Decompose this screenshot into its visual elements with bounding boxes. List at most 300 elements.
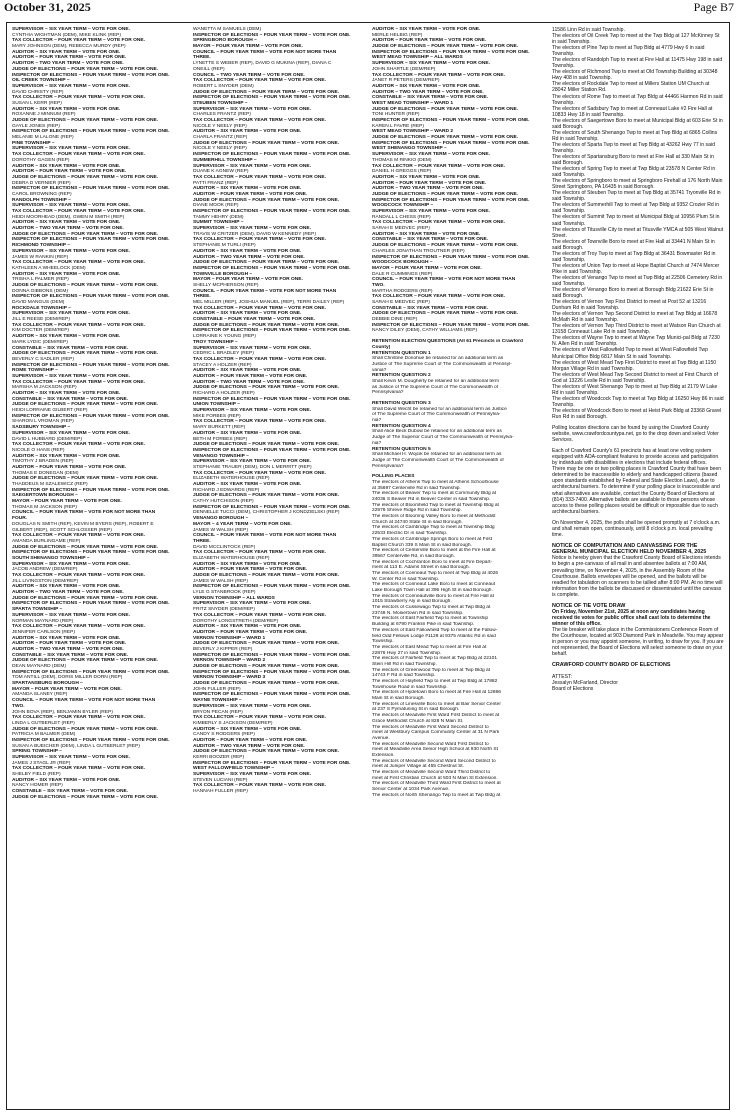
notice-heading-line: AUDITOR – SIX YEAR TERM – VOTE FOR ONE. bbox=[372, 83, 481, 89]
notice-heading-line: AUDITOR – SIX YEAR TERM – VOTE FOR ONE. bbox=[12, 220, 121, 226]
notice-line: 23748 N. Mosiertown Rd in said Township. bbox=[372, 610, 464, 616]
notice-heading-line: SUPERVISOR – SIX YEAR TERM – VOTE FOR ONE. bbox=[12, 612, 130, 618]
notice-heading-line: INSPECTOR OF ELECTIONS – FOUR YEAR TERM – VOTE FOR ONE. bbox=[372, 197, 530, 203]
notice-heading-line: TAX COLLECTOR – FOUR YEAR TERM – VOTE FOR ONE. bbox=[193, 305, 326, 311]
notice-line: Pennsylvania? bbox=[372, 463, 404, 469]
notice-heading-line: JUDGE OF ELECTIONS – FOUR YEAR TERM – VOTE FOR ONE. bbox=[193, 573, 340, 578]
notice-heading-line: AUDITOR – SIX YEAR TERM – VOTE FOR ONE. bbox=[12, 391, 121, 396]
notice-heading-line: AUDITOR – FOUR YEAR TERM – VOTE FOR ONE. bbox=[12, 169, 127, 175]
notice-heading-line: FOUR. bbox=[12, 516, 28, 522]
notice-line: The electors of Steuben Twp to meet at Twp Bldg at 35741 Tryonville Rd in said Township. bbox=[552, 190, 721, 203]
notice-heading-line: AUDITOR – FOUR YEAR TERM – VOTE FOR ONE. bbox=[372, 38, 487, 44]
notice-heading-line: INSPECTOR OF ELECTIONS – FOUR YEAR TERM – VOTE FOR ONE. bbox=[372, 118, 530, 123]
notice-line: NICOLE Y NEELY (REP) bbox=[193, 123, 247, 129]
notice-line: LYNETTE S WEBER (REP), DAVID G MUKINA (REP), DIANA C bbox=[193, 61, 332, 67]
notice-line: The electors of Meadville Second Ward Second District to bbox=[372, 758, 496, 764]
notice-heading-line: SUPERVISOR – SIX YEAR TERM – VOTE FOR ONE. bbox=[12, 311, 130, 317]
notice-line: DEBBIE DINE (REP) bbox=[372, 317, 418, 323]
notice-line: The electors of Conneautville Boro to meet at Fire Hall at bbox=[372, 593, 494, 599]
notice-section-heading: NOTICE OF TIE VOTE DRAW bbox=[552, 602, 626, 609]
notice-line: The electors of Rome Twp to meet at Twp Bldg at 44466 Harmon Rd in said Township. bbox=[552, 93, 723, 106]
notice-line: The electors of East Mead Twp to meet at Fire Hall at bbox=[372, 644, 487, 650]
notice-heading-line: AUDITOR – FOUR YEAR TERM – VOTE FOR ONE. bbox=[193, 373, 308, 379]
notice-heading-line: SUPERVISOR – SIX YEAR TERM – VOTE FOR ONE. bbox=[193, 106, 311, 112]
notice-line: at 35697 Centerville Rd in said Township. bbox=[372, 485, 461, 491]
notice-line: Township. bbox=[372, 639, 394, 645]
notice-heading-line: SUPERVISOR – SIX YEAR TERM – VOTE FOR ONE. bbox=[193, 163, 311, 169]
notice-heading-line: VENANGO BOROUGH – bbox=[193, 516, 249, 522]
notice-heading-line: SUPERVISOR – SIX YEAR TERM – VOTE FOR ONE. bbox=[12, 561, 130, 567]
notice-heading-line: TAX COLLECTOR – FOUR YEAR TERM – VOTE FOR ONE. bbox=[12, 95, 145, 101]
notice-line: MARSHA M JACKSON (REP) bbox=[12, 385, 77, 391]
notice-line: JOHN FULLER (REP) bbox=[193, 686, 241, 692]
notice-line: CANDY S RODGERS (REP) bbox=[193, 732, 255, 738]
notice-heading-line: MAYOR – FOUR YEAR TERM – VOTE FOR ONE. bbox=[193, 277, 303, 283]
notice-heading-line: CONSTABLE – SIX YEAR TERM – VOTE FOR ONE. bbox=[372, 305, 489, 311]
notice-line: JAMES J STAGL JR (REP) bbox=[12, 760, 71, 766]
notice-line: at 237 S Pymatuning St in said Borough. bbox=[372, 707, 460, 713]
notice-heading-line: AUDITOR – SIX YEAR TERM – VOTE FOR ONE. bbox=[12, 777, 121, 783]
notice-line: DAVID CHRISTY (REP) bbox=[12, 89, 64, 95]
notice-line: The electors of North Shenango Twp to meet at Twp Bldg at bbox=[372, 792, 501, 798]
notice-line: NICOLE O HANS (REP) bbox=[12, 447, 65, 453]
notice-heading-line: AUDITOR – SIX YEAR TERM – VOTE FOR ONE. bbox=[12, 49, 121, 55]
notice-heading-line: INSPECTOR OF ELECTIONS – FOUR YEAR TERM – VOTE FOR ONE. bbox=[193, 584, 351, 590]
notice-heading-line: CONSTABLE – FOUR YEAR TERM – VOTE FOR ONE. bbox=[193, 317, 316, 323]
notice-line: The electors of Summerhill Twp to meet at Twp Bldg at 9352 Crozier Rd in said Township. bbox=[552, 202, 720, 215]
notice-line: The electors of Vernon Twp First District to meet at Post 52 at 13216 Dunham Rd in said Township. bbox=[552, 299, 707, 312]
notice-line: DONNA GIBBONS (DEM) bbox=[12, 288, 68, 294]
notice-heading-line: JUDGE OF ELECTIONS – FOUR YEAR TERM – VOTE FOR ONE. bbox=[12, 476, 159, 482]
notice-heading-line: WEST MEAD TOWNSHIP – WARD 1 bbox=[372, 100, 454, 106]
notice-line: SHARON L VROMAN (REP) bbox=[12, 419, 74, 425]
notice-line: MELANIE M LALONE (REP) bbox=[12, 135, 74, 141]
notice-line: The electors of Saegertown Boro to meet at Municipal Bldg at 603 Erie St in said Borough. bbox=[552, 117, 723, 130]
notice-line: TRAVIS W CRITZER (DEM), DAVID W KENNEDY (REP) bbox=[193, 231, 316, 237]
notice-line: The electors of Hydetown Boro to meet at Fire Hall at 12866 bbox=[372, 690, 501, 696]
notice-line: JENNIFER CARLSON (REP) bbox=[12, 629, 75, 635]
notice-heading-line: RETENTION QUESTION 5 bbox=[372, 446, 431, 452]
notice-line: STACEY A HOLZER (REP) bbox=[193, 362, 252, 368]
notice-heading-line: INSPECTOR OF ELECTIONS – FOUR YEAR TERM – VOTE FOR ONE. bbox=[372, 49, 530, 55]
notice-heading-line: TAX COLLECTOR – FOUR YEAR TERM – VOTE FOR ONE. bbox=[12, 209, 145, 214]
notice-line: The electors of Venango Twp to meet at Twp Bldg at 22506 Cemetery Rd in said Township. bbox=[552, 274, 723, 287]
notice-heading-line: JUDGE OF ELECTIONS – FOUR YEAR TERM – VOTE FOR ONE. bbox=[193, 681, 340, 687]
notice-heading-line: CONSTABLE – SIX YEAR TERM – VOTE FOR ONE. bbox=[12, 652, 129, 658]
notice-heading-line: SUPERVISOR – SIX YEAR TERM – VOTE FOR ONE. bbox=[193, 408, 311, 414]
notice-heading-line: SUMMIT TOWNSHIP – bbox=[193, 220, 244, 226]
notice-heading-line: INSPECTOR OF ELECTIONS – FOUR YEAR TERM – VOTE FOR ONE. bbox=[12, 550, 170, 556]
notice-line: STEPHANIE M TURLI (REP) bbox=[193, 243, 256, 249]
page-header bbox=[0, 0, 738, 16]
notice-line: CEDRIC L BRADLEY (REP) bbox=[193, 351, 254, 357]
notice-heading-line: AUDITOR – FOUR YEAR TERM – VOTE FOR ONE. bbox=[372, 180, 487, 186]
notice-line: PATTI FRANZ (REP) bbox=[193, 180, 239, 186]
notice-heading-line: JUDGE OF ELECTIONS – FOUR YEAR TERM – VOTE FOR ONE. bbox=[12, 66, 159, 72]
notice-heading-line: JUDGE OF ELECTIONS – FOUR YEAR TERM – VOTE FOR ONE. bbox=[193, 442, 340, 448]
notice-heading-line: WOODCOCK BOROUGH – bbox=[372, 260, 433, 266]
notice-heading-line: TAX COLLECTOR – FOUR YEAR TERM – VOTE FOR ONE. bbox=[12, 322, 145, 328]
notice-line: The electors of Vernon Twp Third District to meet at Watson Run Church at 13158 Conneaut Lake Rd in said Township. bbox=[552, 323, 721, 336]
notice-line: GAYLE JONES (REP) bbox=[12, 123, 60, 129]
notice-line: Board of Elections bbox=[552, 685, 594, 692]
notice-heading-line: SUPERVISOR – SIX YEAR TERM – VOTE FOR ONE. bbox=[193, 703, 311, 709]
notice-line: The electors of West Shenango Twp to meet at Twp Bldg at 2179 W Lake Rd in said Township. bbox=[552, 383, 718, 396]
notice-line: NANCY DILEY (DEM), CATHY WILLIAMS (REP) bbox=[372, 328, 478, 334]
notice-heading-line: RETENTION QUESTION 2 bbox=[372, 373, 431, 379]
notice-heading-line: TAX COLLECTOR – FOUR YEAR TERM – VOTE FOR ONE. bbox=[372, 220, 505, 226]
notice-line: GILBERT (REP), SCOTT SCHLOSSER (REP) bbox=[12, 527, 112, 533]
notice-heading-line: JUDGE OF ELECTIONS – FOUR YEAR TERM – VOTE FOR ONE. bbox=[193, 385, 340, 391]
notice-line: LINDA L GUTBERLET (REP) bbox=[12, 720, 75, 726]
notice-line: The electors of Springboro to meet at Springboro Firehall at 176 North Main Street Springboro, PA 16435 in said Borough. bbox=[552, 178, 723, 191]
notice-heading-line: VERNON TOWNSHIP – WARD 3 bbox=[193, 675, 266, 681]
notice-line: Judge of The Commonwealth Court of The Commonwealth of bbox=[372, 457, 504, 463]
notice-heading-line: TAX COLLECTOR – FOUR YEAR TERM – VOTE FOR ONE. bbox=[193, 612, 326, 618]
notice-heading-line: AUDITOR – SIX YEAR TERM – VOTE FOR ONE. bbox=[12, 453, 121, 459]
notice-line: RICHARD A HOLZER (REP) bbox=[193, 391, 255, 396]
notice-heading-line: RETENTION QUESTION 3 bbox=[372, 401, 431, 406]
notice-line: BEVERLY C SADLER (REP) bbox=[12, 356, 75, 362]
notice-heading-line: AUDITOR – SIX YEAR TERM – VOTE FOR ONE. bbox=[12, 584, 121, 590]
notice-heading-line: JUDGE OF ELECTIONS – FOUR YEAR TERM – VOTE FOR ONE. bbox=[12, 174, 159, 180]
notice-heading-line: SUPERVISOR – SIX YEAR TERM – VOTE FOR ONE. bbox=[12, 146, 130, 152]
notice-heading-line: PINE TOWNSHIP – bbox=[12, 140, 55, 146]
notice-line: The electors of Troy Twp to meet at Twp Bldg at 36431 Bowmaster Rd in said Township. bbox=[552, 250, 716, 263]
notice-line: ELIZABETH WATERHOUSE (REP) bbox=[193, 555, 270, 561]
notice-line: LYLE G STANBROOK (REP) bbox=[193, 590, 256, 596]
notice-line: Polling location directions can be found by using the Crawford County website, www.crawfordcountypa.net, go to the drop down and select Voter Services. bbox=[552, 425, 719, 444]
notice-line: THOMAS E DONEGAN (DEM) bbox=[12, 470, 79, 476]
notice-line: HEIDI LORRAINE GILBERT (REP) bbox=[12, 408, 88, 414]
notice-line: PATRICIA M BALMER (DEM) bbox=[12, 732, 76, 738]
notice-line: The electors of Woodcock Boro to meet at Heist Park Bldg at 23368 Gravel Run Rd in said Borough. bbox=[552, 407, 722, 420]
notice-heading-line: JUDGE OF ELECTIONS – FOUR YEAR TERM – VOTE FOR ONE. bbox=[12, 544, 159, 550]
notice-heading-line: CONSTABLE – SIX YEAR TERM – VOTE FOR ONE. bbox=[12, 396, 129, 402]
notice-line: Baptist Church 339 S Main St in said Borough. bbox=[372, 542, 472, 548]
notice-heading-line: ROCKDALE TOWNSHIP – bbox=[12, 305, 71, 311]
notice-line: Building at 6790 Franklin Pike in said Township. bbox=[372, 622, 475, 628]
notice-line: Lake Borough Town Hall at 395 High St in said Borough. bbox=[372, 588, 493, 593]
notice-line: KERRI BOOZER (REP) bbox=[193, 755, 245, 760]
notice-heading-line: SPRINGBORO BOROUGH – bbox=[193, 38, 257, 44]
notice-line: meet at Westbury Campus Community Center at 31 N Park bbox=[372, 730, 500, 736]
notice-line: JOHN SHARTLE (DEM/REP) bbox=[372, 66, 436, 72]
notice-heading-line: TAX COLLECTOR – FOUR YEAR TERM – VOTE FOR ONE. bbox=[193, 419, 326, 425]
notice-heading-line: VERNON TOWNSHIP – WARD 1 bbox=[193, 635, 266, 641]
notice-line: The tie breaker will take place in the Commissioners Conference Room of the Courthouse, located at 903 Diamond Park in Meadville. You may appear in person or you may appoint someone, in writing, to draw for you. If you are not represented, the Board of Elections will select someone to draw on your behalf. bbox=[552, 627, 724, 658]
notice-heading-line: AUDITOR – TWO YEAR TERM – VOTE FOR ONE. bbox=[193, 254, 305, 260]
notice-section-heading: CRAWFORD COUNTY BOARD OF ELECTIONS bbox=[552, 662, 671, 669]
notice-heading-line: CONSTABLE – SIX YEAR TERM – VOTE FOR ONE. bbox=[372, 237, 489, 243]
notice-heading-line: SOUTH SHENANGO TOWNSHIP – bbox=[12, 555, 90, 561]
notice-line: The electors of Summit Twp to meet at Municipal Bldg at 10956 Plum St in said Township. bbox=[552, 214, 720, 227]
notice-line: KIMBERLY S JACKSON (DEM/REP) bbox=[193, 720, 273, 726]
notice-heading-line: TOWNVILLE BOROUGH – bbox=[193, 271, 253, 277]
notice-line: MEL MILLER (REP), JOSHUA MANUEL (REP), TERRI DAILEY (REP) bbox=[193, 300, 345, 305]
notice-line: MIKE FORBES (REP) bbox=[193, 413, 241, 419]
notice-heading-line: INSPECTOR OF ELECTIONS – FOUR YEAR TERM – VOTE FOR ONE. bbox=[193, 760, 351, 766]
notice-line: Jessalyn McFarland, Director bbox=[552, 679, 618, 686]
notice-line: TONI HUNTER (REP) bbox=[372, 112, 420, 118]
notice-heading-line: TAX COLLECTOR – FOUR YEAR TERM – VOTE FOR ONE. bbox=[193, 550, 326, 556]
notice-line: JACOB ANDREW (DEM/REP) bbox=[12, 567, 78, 573]
notice-line: Judge of The Superior Court of The Commonwealth of Pennsylva- bbox=[372, 435, 514, 441]
notice-heading-line: TAX COLLECTOR – FOUR YEAR TERM – VOTE FOR ONE. bbox=[12, 260, 145, 266]
notice-heading-line: AUDITOR – FOUR YEAR TERM – VOTE FOR ONE. bbox=[193, 191, 308, 197]
notice-line: 11586 Linn Rd in said Township. bbox=[552, 27, 625, 33]
notice-line: The electors of Greenwood Twp to meet at Twp Bldg at bbox=[372, 667, 491, 673]
notice-line: The electors of Athens Twp to meet at Athens Schoolhouse bbox=[372, 479, 499, 485]
notice-heading-line: TAX COLLECTOR – FOUR YEAR TERM – VOTE FOR ONE. bbox=[372, 163, 505, 169]
notice-line: TOM ANTILL (DEM), DORIS MILLER DORN (REP) bbox=[12, 675, 123, 681]
notice-line: nia? bbox=[372, 440, 382, 446]
notice-heading-line: THREE. bbox=[193, 55, 211, 61]
notice-heading-line: COUNCIL – FOUR YEAR TERM – VOTE FOR NOT MORE THAN bbox=[193, 533, 337, 539]
notice-line: DENNELLE TUCCI (DEM), CHRISTOPHER J KONDZIELSKI (REP) bbox=[193, 510, 340, 516]
notice-line: 22533 Electric Dr in said Township. bbox=[372, 531, 448, 537]
notice-line: The electors of Cambridge Twp to meet at Township Bldg bbox=[372, 525, 495, 531]
notice-line: CHARLES JONATHAN TROUTNER (REP) bbox=[372, 248, 465, 254]
notice-line: Grace Methodist Church at 828 N Main St. bbox=[372, 718, 464, 724]
notice-line: AMANDA SLANEY (REP) bbox=[12, 692, 68, 698]
notice-line: The electors of Randolph Twp to meet at Fire Hall at 11475 Hwy 198 in said Township. bbox=[552, 57, 723, 70]
notice-line: JAMES W WALSH (REP) bbox=[193, 578, 248, 584]
notice-line: DUANE K AGNEW (REP) bbox=[193, 169, 249, 175]
notice-line: JILL LIVINGSTON (DEM/REP) bbox=[12, 578, 79, 584]
notice-line: JOHN BOVA (REP), BENJAMIN BYLER (REP) bbox=[12, 709, 113, 715]
notice-heading-line: AUDITOR – TWO YEAR TERM – VOTE FOR ONE. bbox=[193, 379, 305, 385]
notice-line: DOUGLAS N SMITH (REP), KEVIN M BYERS (REP), ROBERT E bbox=[12, 521, 154, 527]
notice-heading-line: AUDITOR – SIX YEAR TERM – VOTE FOR ONE. bbox=[372, 174, 481, 180]
notice-line: The electors of Conneaut Twp to meet at Twp Bldg at 4026 bbox=[372, 570, 499, 576]
notice-heading-line: JUDGE OF ELECTIONS – FOUR YEAR TERM – VOTE FOR ONE. bbox=[12, 231, 159, 237]
notice-line: The electors of Cochranton Boro to meet at Fire Depart- bbox=[372, 559, 493, 565]
notice-heading-line: RICHMOND TOWNSHIP – bbox=[12, 243, 70, 249]
notice-heading-line: INSPECTOR OF ELECTIONS – FOUR YEAR TERM – VOTE FOR ONE. bbox=[12, 237, 170, 243]
notice-line: Pennsylvania? bbox=[372, 390, 404, 396]
notice-line: NORMAN MAYNARD (REP) bbox=[12, 618, 74, 624]
notice-line: Shall Christine Donohue be retained for an additional term as bbox=[372, 356, 504, 362]
notice-line: DEBRA D VERNIER (REP) bbox=[12, 180, 71, 186]
notice-heading-line: AUDITOR – FOUR YEAR TERM – VOTE FOR ONE. bbox=[12, 464, 127, 470]
notice-line: DAVID MCCLINTOCK (REP) bbox=[193, 544, 256, 550]
notice-heading-line: SUMMERHILL TOWNSHIP – bbox=[193, 157, 257, 163]
notice-heading-line: TAX COLLECTOR – FOUR YEAR TERM – VOTE FOR ONE. bbox=[12, 379, 145, 385]
notice-line: SUSAN A BUEICHER (DEM), LINDA L GUTBERLET (REP) bbox=[12, 743, 140, 749]
notice-heading-line: AUDITOR – SIX YEAR TERM – VOTE FOR ONE. bbox=[193, 129, 302, 135]
notice-heading-line: TAX COLLECTOR – FOUR YEAR TERM – VOTE FOR ONE. bbox=[193, 715, 326, 721]
notice-heading-line: JUDGE OF ELECTIONS – FOUR YEAR TERM – VOTE FOR ONE. bbox=[193, 664, 340, 669]
notice-line: AMANDA BURLINGAME (REP) bbox=[12, 538, 81, 544]
notice-line: ONEILL (REP) bbox=[193, 66, 225, 72]
notice-line: The electors of Meadville Third Ward First District to meet at bbox=[372, 781, 501, 787]
notice-heading-line: AUDITOR – FOUR YEAR TERM – VOTE FOR ONE. bbox=[193, 567, 308, 573]
notice-line: Shall David Wecht be retained for an additional term as Justice bbox=[372, 406, 507, 412]
notice-line: DOROTHY LONGSTRETH (DEM/REP) bbox=[193, 618, 279, 624]
notice-heading-line: JUDGE OF ELECTIONS – FOUR YEAR TERM – VOTE FOR ONE. bbox=[193, 140, 340, 146]
notice-line: ATTEST: bbox=[552, 673, 572, 680]
notice-heading-line: INSPECTOR OF ELECTIONS – FOUR YEAR TERM – VOTE FOR ONE. bbox=[193, 32, 351, 38]
notice-heading-line: SUPERVISOR – SIX YEAR TERM – VOTE FOR ONE. bbox=[372, 209, 490, 214]
notice-line: The electors of Venango Boro to meet at Borough Bldg 21622 Erie St in said Borough. bbox=[552, 287, 714, 300]
notice-heading-line: INSPECTOR OF ELECTIONS – FOUR YEAR TERM – VOTE FOR ONE. bbox=[193, 95, 351, 101]
notice-line: RANDALL L CHESS (REP) bbox=[372, 214, 431, 220]
notice-line: WANETTA M SAMUELS (DEM) bbox=[193, 27, 262, 32]
notice-heading-line: INSPECTOR OF ELECTIONS – FOUR YEAR TERM – VOTE FOR ONE. bbox=[12, 601, 170, 607]
notice-line: BEVERLY J KIPPER (REP) bbox=[193, 646, 253, 652]
notice-heading-line: AUDITOR – SIX YEAR TERM – VOTE FOR ONE. bbox=[193, 368, 302, 374]
notice-heading-line: AUDITOR – SIX YEAR TERM – VOTE FOR ONE. bbox=[12, 106, 121, 112]
notice-heading-line: INSPECTOR OF ELECTIONS – FOUR YEAR TERM – VOTE FOR ONE. bbox=[193, 152, 351, 158]
notice-heading-line: INSPECTOR OF ELECTIONS – FOUR YEAR TERM – VOTE FOR ONE. bbox=[12, 487, 170, 493]
notice-heading-line: WEST MEAD TOWNSHIP – WARD 2 bbox=[372, 129, 454, 135]
notice-heading-line: COUNCIL – FOUR YEAR TERM – VOTE FOR NOT MORE THAN bbox=[12, 510, 156, 516]
notice-heading-line: INSPECTOR OF ELECTIONS – FOUR YEAR TERM – VOTE FOR ONE. bbox=[193, 265, 351, 271]
notice-line: MARY JOHNSON (DEM), REBECCA MURDY (REP) bbox=[12, 44, 126, 50]
notice-heading-line: TAX COLLECTOR – FOUR YEAR TERM – VOTE FOR ONE. bbox=[372, 294, 505, 300]
notice-heading-line: COUNCIL – TWO YEAR TERM – VOTE FOR ONE. bbox=[193, 72, 305, 78]
notice-heading-line: SPARTA TOWNSHIP – bbox=[12, 607, 63, 613]
notice-heading-line: CONSTABLE – SIX YEAR TERM – VOTE FOR ONE. bbox=[372, 95, 489, 101]
notice-line: W. Center Rd in said Township. bbox=[372, 576, 440, 582]
notice-heading-line: INSPECTOR OF ELECTIONS – FOUR YEAR TERM – VOTE FOR ONE. bbox=[193, 396, 351, 402]
notice-line: The electors of Oil Creek Twp to meet at the Twp Bldg at 127 McKinney St in said Township. bbox=[552, 33, 720, 46]
notice-line: Townhouse Road in said Township. bbox=[372, 684, 448, 690]
notice-heading-line: VERNON TOWNSHIP – ALL WARDS bbox=[193, 595, 275, 601]
notice-line: meet at First Christian Church at 503 N Main St Extension. bbox=[372, 775, 498, 781]
notice-heading-line: WOODCOCK TOWNSHIP – bbox=[372, 203, 434, 209]
notice-heading-line: JUDGE OF ELECTIONS – FOUR YEAR TERM – VOTE FOR ONE. bbox=[12, 118, 159, 123]
notice-line: ment at 113 E. Adams Street in said Borough. bbox=[372, 565, 470, 571]
notice-line: The electors of Union Twp to meet at Hope Baptist Church at 7474 Mercer Pike in said Township. bbox=[552, 262, 720, 275]
notice-heading-line: INSPECTOR OF ELECTIONS – FOUR YEAR TERM – VOTE FOR ONE. bbox=[12, 413, 170, 419]
notice-line: Church at 24740 State St in said Borough. bbox=[372, 519, 463, 525]
notice-heading-line: AUDITOR – TWO YEAR TERM – VOTE FOR ONE. bbox=[193, 743, 305, 749]
notice-heading-line: AUDITOR – SIX YEAR TERM – VOTE FOR ONE. bbox=[193, 624, 302, 630]
notice-line: The electors of Fairfield Twp to meet at Twp Bldg at 22101 bbox=[372, 656, 498, 662]
notice-line: The electors of Sparta Twp to meet at Twp Bldg at 43262 Hwy 77 in said Township. bbox=[552, 141, 715, 154]
notice-heading-line: MAYOR – FOUR YEAR TERM – VOTE FOR ONE. bbox=[12, 686, 122, 692]
notice-heading-line: MAYOR – FOUR YEAR TERM – VOTE FOR ONE. bbox=[12, 499, 122, 505]
notice-heading-line: POLLING PLACES bbox=[372, 474, 415, 480]
notice-heading-line: TAX COLLECTOR – FOUR YEAR TERM – VOTE FOR ONE. bbox=[193, 174, 326, 180]
notice-line: The electors of Bloomfield Twp to meet at Township Bldg at bbox=[372, 502, 499, 508]
notice-heading-line: CONSTABLE – SIX YEAR TERM – VOTE FOR ONE. bbox=[12, 789, 129, 795]
notice-heading-line: TAX COLLECTOR – FOUR YEAR TERM – VOTE FOR ONE. bbox=[12, 38, 145, 44]
notice-line: The electors of Meadville Second Ward First District to bbox=[372, 741, 489, 747]
notice-heading-line: AUDITOR – SIX YEAR TERM – VOTE FOR ONE. bbox=[372, 231, 481, 237]
notice-line: CYNTHIA WIGHTMAN (DEM), MIKE KLINK (REP) bbox=[12, 32, 121, 38]
notice-heading-line: AUDITOR – FOUR YEAR TERM – VOTE FOR ONE. bbox=[12, 641, 127, 647]
notice-heading-line: JUDGE OF ELECTIONS – FOUR YEAR TERM – VOTE FOR ONE. bbox=[372, 44, 519, 50]
notice-heading-line: TAX COLLECTOR – FOUR YEAR TERM – VOTE FOR ONE. bbox=[193, 118, 326, 123]
notice-heading-line: INSPECTOR OF ELECTIONS – FOUR YEAR TERM – VOTE FOR ONE. bbox=[12, 669, 170, 675]
notice-line: The electors of Cussewago Twp to meet at Twp Bldg at bbox=[372, 605, 491, 611]
notice-line: DEAN MAYNARD (DEM) bbox=[12, 664, 66, 669]
issue-date: October 31, 2025 bbox=[4, 0, 91, 14]
notice-heading-line: JUDGE OF ELECTIONS – FOUR YEAR TERM – VOTE FOR ONE. bbox=[12, 726, 159, 732]
notice-line: There may be one or two polling places in Crawford County that have been determined to be inaccessible to elderly and handicapped citizens (based upon standards established by Federal and State Election Laws), due to architectural barriers. To determine if your polling place is inaccessible and what alternatives are available, contact the County Board of Elections at (814) 333-7400. Alternative ballots are available to those persons whose access to these polling places would be difficult or impossible due to such architectural barriers. bbox=[552, 466, 722, 515]
notice-heading-line: TAX COLLECTOR – FOUR YEAR TERM – VOTE FOR ONE. bbox=[193, 470, 326, 476]
notice-heading-line: JUDGE OF ELECTIONS – FOUR YEAR TERM – VOTE FOR ONE. bbox=[12, 658, 159, 664]
notice-heading-line: RANDOLPH TOWNSHIP – bbox=[12, 197, 71, 203]
notice-line: Notice is hereby given that the Crawford County Board of Elections intends to begin a pre-canvass of all mail in and absentee ballots at 7:00 AM, prevailing time, on November 4, 2025, in the Assembly Room of the Courthouse. Ballots envelopes will be opened, and the ballots will be readied for tabulation on scanners to be tallied after 8:00 PM. At no time will information from the ballots be discussed or disseminated until the canvass is complete. bbox=[552, 555, 723, 598]
notice-heading-line: TAX COLLECTOR – FOUR YEAR TERM – VOTE FOR ONE. bbox=[12, 624, 145, 630]
column-2 bbox=[193, 27, 365, 1108]
notice-line: STEVEN LUCIANI (REP) bbox=[193, 777, 248, 783]
notice-line: THADDEUS M SZALEWICZ (REP) bbox=[12, 482, 88, 487]
notice-heading-line: AUDITOR – TWO YEAR TERM – VOTE FOR ONE. bbox=[12, 590, 124, 596]
notice-heading-line: On Friday, November 21st, 2025 at noon any candidates having received tie votes for public office shall cast lots to determine the winner of this office. bbox=[552, 609, 711, 628]
notice-line: Main St in said Borough. bbox=[372, 696, 425, 702]
notice-line: The electors of Richmond Twp to meet at Old Township Building at 30348 Hwy 408 in said Township. bbox=[552, 69, 718, 82]
notice-heading-line: SUPERVISOR – SIX YEAR TERM – VOTE FOR ONE. bbox=[12, 373, 130, 379]
notice-line: SHELLY MCPHERSON (REP) bbox=[193, 282, 259, 288]
notice-heading-line: AUDITOR – TWO YEAR TERM – VOTE FOR ONE. bbox=[12, 226, 124, 232]
notice-heading-line: TAX COLLECTOR – FOUR YEAR TERM – VOTE FOR ONE. bbox=[12, 573, 145, 578]
notice-heading-line: TWO. bbox=[372, 282, 385, 288]
notice-heading-line: INSPECTOR OF ELECTIONS – FOUR YEAR TERM – VOTE FOR ONE. bbox=[372, 254, 530, 260]
notice-line: MARK LYDIC (DEM/REP) bbox=[12, 339, 68, 345]
notice-line: The electors of Townville Boro to meet at Fire Hall at 33441 N Main St in said Borough. bbox=[552, 238, 715, 251]
notice-heading-line: JUDGE OF ELECTIONS – FOUR YEAR TERM – VOTE FOR ONE. bbox=[12, 402, 159, 408]
notice-line: Shall Michael H. Wojcik be retained for an additional term as bbox=[372, 452, 502, 458]
notice-line: The electors of Linesville Boro to meet at Bair Senior Center bbox=[372, 701, 501, 707]
page-number: Page B7 bbox=[693, 0, 734, 14]
column-3 bbox=[372, 27, 544, 1108]
notice-heading-line: AUDITOR – SIX YEAR TERM – VOTE FOR ONE. bbox=[193, 726, 302, 732]
notice-line: nia? bbox=[372, 418, 382, 424]
notice-line: 1015 Strawberry Aly in said Borough. bbox=[372, 599, 452, 605]
notice-line: SARAH E MEDVEC (REP) bbox=[372, 300, 430, 305]
notice-heading-line: AUDITOR – SIX YEAR TERM – VOTE FOR ONE. bbox=[12, 334, 121, 340]
notice-line: ROBERT L SNYDER (DEM) bbox=[193, 83, 254, 89]
notice-heading-line: INSPECTOR OF ELECTIONS – FOUR YEAR TERM – VOTE FOR ONE. bbox=[193, 669, 351, 675]
notice-heading-line: WEST SHENANGO TOWNSHIP – bbox=[372, 146, 447, 152]
notice-heading-line: AUDITOR – TWO YEAR TERM – VOTE FOR ONE. bbox=[12, 646, 124, 652]
notice-heading-line: JUDGE OF ELECTIONS – FOUR YEAR TERM – VOTE FOR ONE. bbox=[372, 243, 519, 249]
notice-heading-line: SUPERVISOR – SIX YEAR TERM – VOTE FOR ONE. bbox=[12, 248, 130, 254]
notice-heading-line: TAX COLLECTOR – FOUR YEAR TERM – VOTE FOR ONE. bbox=[193, 78, 326, 84]
notice-heading-line: AUDITOR – SIX YEAR TERM – VOTE FOR ONE. bbox=[193, 186, 302, 192]
notice-heading-line: INSPECTOR OF ELECTIONS – FOUR YEAR TERM – VOTE FOR ONE. bbox=[372, 140, 530, 146]
notice-heading-line: AUDITOR – SIX YEAR TERM – VOTE FOR ONE. bbox=[193, 311, 302, 317]
notice-line: CAROL BROWNING (REP) bbox=[12, 191, 72, 197]
notice-heading-line: AUDITOR – FOUR YEAR TERM – VOTE FOR ONE. bbox=[12, 55, 127, 61]
notice-heading-line: STEUBEN TOWNSHIP – bbox=[193, 100, 248, 106]
notice-line: The electors of Pine Twp to meet at Twp Bldg at 4779 Hwy 6 in said Township. bbox=[552, 45, 705, 58]
notice-line: 14743 F Rd in said Township. bbox=[372, 673, 436, 679]
notice-heading-line: County) bbox=[372, 344, 391, 350]
notice-line: HANNAH FULLER (REP) bbox=[193, 789, 248, 795]
notice-heading-line: WEST FALLOWFIELD TOWNSHIP – bbox=[193, 766, 275, 772]
notice-heading-line: AUDITOR – TWO YEAR TERM – VOTE FOR ONE. bbox=[12, 61, 124, 67]
notice-heading-line: INSPECTOR OF ELECTIONS – FOUR YEAR TERM – VOTE FOR ONE. bbox=[193, 209, 351, 214]
notice-line: meet at Juniper Village at 455 Chestnut St. bbox=[372, 764, 464, 770]
notice-line: The electors of Sadsbury Twp to meet at Conneaut Lake #2 Fire Hall at 10833 Hwy 18 in said Township. bbox=[552, 105, 713, 118]
notice-line: TRISHA L PALMER (REP) bbox=[12, 277, 69, 283]
notice-heading-line: JUDGE OF ELECTIONS – FOUR YEAR TERM – VOTE FOR ONE. bbox=[193, 749, 340, 755]
notice-heading-line: AUDITOR – TWO YEAR TERM – VOTE FOR ONE. bbox=[372, 89, 484, 95]
notice-heading-line: INSPECTOR OF ELECTIONS – FOUR YEAR TERM – VOTE FOR ONE. bbox=[193, 447, 351, 453]
notice-heading-line: RETENTION ELECTION QUESTIONS (All 61 Precincts in Crawford bbox=[372, 339, 523, 345]
notice-line: Extension. bbox=[372, 752, 395, 758]
notice-line: of The Supreme Court of The Commonwealth of Pennsylva- bbox=[372, 412, 501, 418]
notice-line: The electors of Hayfield Twp to meet at Twp Bldg at 17882 bbox=[372, 679, 498, 684]
notice-line: The electors of Spartansburg Boro to meet at Fire Hall at 330 Main St in said Borough. bbox=[552, 153, 714, 167]
notice-line: KAREN L FAVRE (REP) bbox=[372, 123, 424, 129]
